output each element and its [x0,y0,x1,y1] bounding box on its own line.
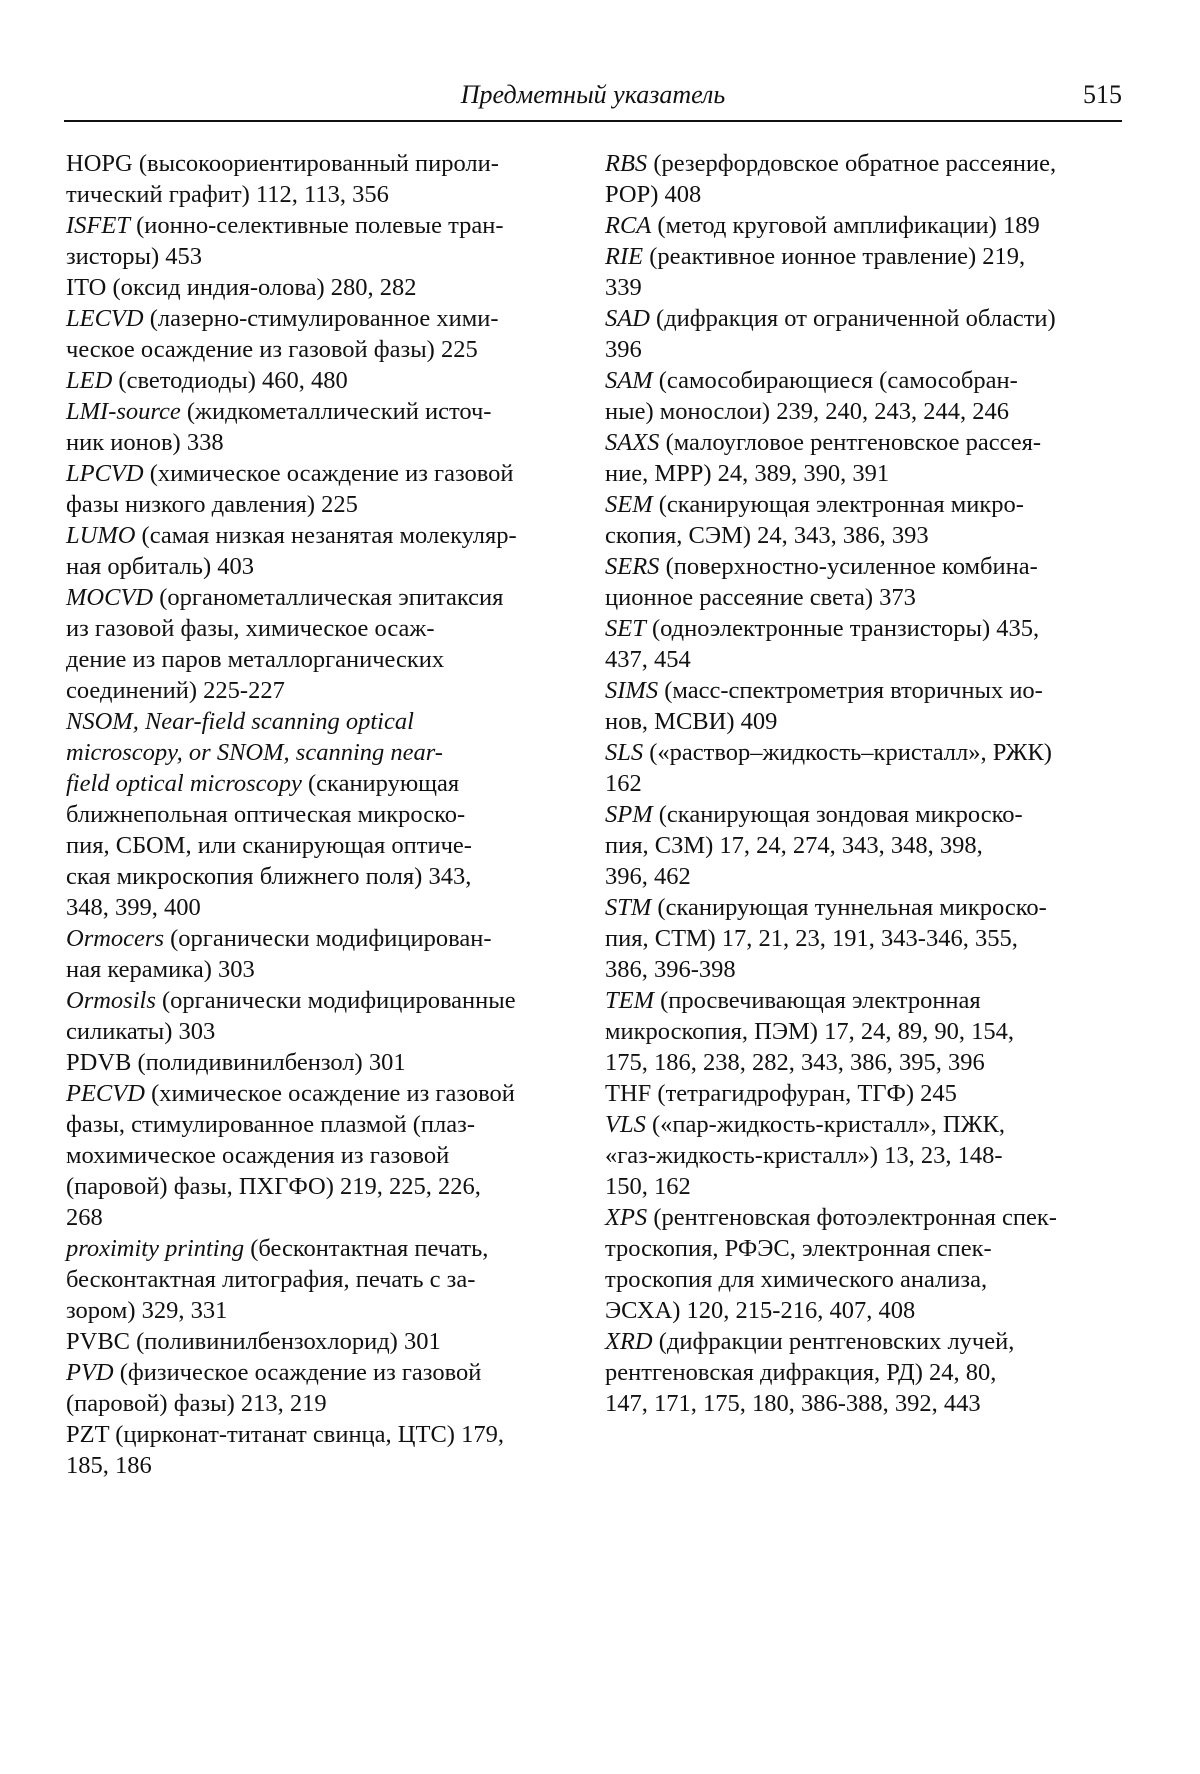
index-entry [605,675,1125,737]
index-entry [66,272,572,303]
index-term: NSOM, Near-field scanning optical [66,708,414,735]
index-entry-line: LPCVD (химическое осаждение из газовой [66,460,514,487]
index-entry-line: 437, 454 [605,646,691,673]
index-entry-line: фазы, стимулированное плазмой (плаз- [66,1111,475,1138]
index-term: XPS [605,1204,648,1231]
index-term: RCA [605,212,652,239]
index-entry-line: 185, 186 [66,1452,152,1479]
index-term: SAD [605,305,650,332]
index-entry-line: (паровой) фазы, ПХГФО) 219, 225, 226, [66,1173,481,1200]
index-term: SERS [605,553,660,580]
index-term: PVBC [66,1328,131,1355]
index-entry [605,613,1125,675]
index-entry [66,582,572,706]
index-entry-line: XRD (дифракции рентгеновских лучей, [605,1328,1015,1355]
index-entry-line: SIMS (масс-спектрометрия вторичных ио- [605,677,1043,704]
index-entry [605,427,1125,489]
index-entry-line: THF (тетрагидрофуран, ТГФ) 245 [605,1080,957,1107]
index-entry-line: ние, МРР) 24, 389, 390, 391 [605,460,890,487]
index-term: STM [605,894,652,921]
index-entry [605,799,1125,892]
index-column-left [66,148,572,1481]
index-term: proximity printing [66,1235,245,1262]
index-term: THF [605,1080,652,1107]
header-title: Предметный указатель [460,80,726,109]
index-term: microscopy, or SNOM, scanning near- [66,739,443,766]
index-entry-line: силикаты) 303 [66,1018,216,1045]
index-term: ISFET [66,212,130,239]
index-entry-line: ник ионов) 338 [66,429,224,456]
index-entry [605,303,1125,365]
index-entry-line: соединений) 225-227 [66,677,285,704]
index-entry-line: микроскопия, ПЭМ) 17, 24, 89, 90, 154, [605,1018,1014,1045]
index-term: PDVB [66,1049,132,1076]
index-term: PECVD [66,1080,145,1107]
index-entry-line: PVD (физическое осаждение из газовой [66,1359,482,1386]
index-entry-line: 386, 396-398 [605,956,736,983]
index-entry-line [66,706,572,737]
index-term: Ormocers [66,925,164,952]
index-entry [605,210,1125,241]
index-term: TEM [605,987,654,1014]
index-entry-line: (паровой) фазы) 213, 219 [66,1390,327,1417]
index-term: SAXS [605,429,660,456]
index-entry-line: 268 [66,1204,103,1231]
index-entry-line: ческое осаждение из газовой фазы) 225 [66,336,478,363]
index-entry-line: SERS (поверхностно-усиленное комбина- [605,553,1038,580]
index-entry-line: SLS («раствор–жидкость–кристалл», РЖК) [605,739,1052,766]
index-entry [605,1109,1125,1202]
index-term: SAM [605,367,653,394]
index-entry [66,1233,572,1326]
index-term: SET [605,615,646,642]
index-entry-line: LMI-source (жидкометаллический источ- [66,398,492,425]
index-entry-line: нов, МСВИ) 409 [605,708,778,735]
index-entry-line: мохимическое осаждения из газовой [66,1142,450,1169]
index-entry-line: MOCVD (органометаллическая эпитаксия [66,584,504,611]
index-entry-line: proximity printing (бесконтактная печать, [66,1235,489,1262]
index-entry-line: 162 [605,770,642,797]
header-rule [64,120,1122,122]
index-entry [605,551,1125,613]
index-entry-line: RIE (реактивное ионное травление) 219, [605,243,1026,270]
index-entry [605,489,1125,551]
index-entry [66,923,572,985]
index-term: LECVD [66,305,144,332]
index-entry [66,985,572,1047]
index-entry [66,396,572,458]
index-term: ITO [66,274,107,301]
index-entry-line: зором) 329, 331 [66,1297,228,1324]
index-term: RIE [605,243,644,270]
index-entry [66,458,572,520]
running-header [64,78,1122,124]
index-entry [66,1078,572,1233]
index-entry-line: VLS («пар-жидкость-кристалл», ПЖК, [605,1111,1006,1138]
index-column-right [605,148,1125,1419]
index-entry-line: фазы низкого давления) 225 [66,491,358,518]
index-entry-line: ISFET (ионно-селективные полевые тран- [66,212,504,239]
index-entry-line: SEM (сканирующая электронная микро- [605,491,1024,518]
index-term: HOPG [66,150,133,177]
index-entry-line: ная керамика) 303 [66,956,255,983]
index-entry-line: зисторы) 453 [66,243,203,270]
index-entry [66,1357,572,1419]
index-entry-line: «газ-жидкость-кристалл») 13, 23, 148- [605,1142,1003,1169]
index-entry-line: LED (светодиоды) 460, 480 [66,367,348,394]
index-term: VLS [605,1111,646,1138]
index-entry-line: дение из паров металлорганических [66,646,445,673]
index-entry [66,303,572,365]
index-entry-line: SAD (дифракция от ограниченной области) [605,305,1056,332]
index-entry-line: ные) монослои) 239, 240, 243, 244, 246 [605,398,1009,425]
index-term: LED [66,367,113,394]
index-entry-line: LECVD (лазерно-стимулированное хими- [66,305,499,332]
index-term: PZT [66,1421,110,1448]
index-entry-line: ная орбиталь) 403 [66,553,254,580]
index-entry-line: SAM (самособирающиеся (самособран- [605,367,1018,394]
index-entry-line: PECVD (химическое осаждение из газовой [66,1080,515,1107]
index-entry-line: SPM (сканирующая зондовая микроско- [605,801,1023,828]
index-entry-line: RCA (метод круговой амплификации) 189 [605,212,1040,239]
index-entry-line: Ormosils (органически модифицированные [66,987,516,1014]
index-entry-line: ЭСХА) 120, 215-216, 407, 408 [605,1297,916,1324]
index-entry-line: 147, 171, 175, 180, 386-388, 392, 443 [605,1390,981,1417]
index-entry [66,148,572,210]
index-entry-line: пия, СЗМ) 17, 24, 274, 343, 348, 398, [605,832,983,859]
index-entry-line: ITO (оксид индия-олова) 280, 282 [66,274,417,301]
index-entry [605,241,1125,303]
index-entry-line: TEM (просвечивающая электронная [605,987,981,1014]
index-entry [66,1047,572,1078]
index-entry-line: тический графит) 112, 113, 356 [66,181,389,208]
index-entry [605,365,1125,427]
index-entry-line: ционное рассеяние света) 373 [605,584,916,611]
index-term: Ormosils [66,987,156,1014]
index-term: LPCVD [66,460,144,487]
index-term: LUMO [66,522,136,549]
index-entry-line: RBS (резерфордовское обратное рассеяние, [605,150,1057,177]
index-entry-line: 396, 462 [605,863,691,890]
index-entry [605,737,1125,799]
index-entry-line: PVBC (поливинилбензохлорид) 301 [66,1328,441,1355]
index-entry [605,985,1125,1078]
index-term: SEM [605,491,653,518]
index-entry-line: 396 [605,336,642,363]
index-entry-line: SAXS (малоугловое рентгеновское рассея- [605,429,1042,456]
index-term: SLS [605,739,644,766]
index-entry-line: ближнепольная оптическая микроско- [66,801,466,828]
index-entry [605,892,1125,985]
index-entry-line: field optical microscopy (сканирующая [66,770,460,797]
index-entry-line: троскопия, РФЭС, электронная спек- [605,1235,992,1262]
index-term: LMI-source [66,398,181,425]
index-entry-line: из газовой фазы, химическое осаж- [66,615,435,642]
index-entry-line: скопия, СЭМ) 24, 343, 386, 393 [605,522,929,549]
index-entry-line: HOPG (высокоориентированный пироли- [66,150,499,177]
index-entry-line: 339 [605,274,642,301]
index-term: SIMS [605,677,659,704]
index-entry-line: бесконтактная литография, печать с за- [66,1266,476,1293]
index-entry-line: PDVB (полидивинилбензол) 301 [66,1049,406,1076]
index-entry-line: SET (одноэлектронные транзисторы) 435, [605,615,1040,642]
index-entry-line: 175, 186, 238, 282, 343, 386, 395, 396 [605,1049,985,1076]
index-entry-line: STM (сканирующая туннельная микроско- [605,894,1047,921]
index-entry-line: РОР) 408 [605,181,702,208]
index-term: SPM [605,801,653,828]
page-number: 515 [1083,80,1122,109]
index-term: MOCVD [66,584,154,611]
index-entry-line: ская микроскопия ближнего поля) 343, [66,863,472,890]
index-term: XRD [605,1328,653,1355]
index-entry-line: Ormocers (органически модифицирован- [66,925,492,952]
index-term: RBS [605,150,648,177]
index-entry-line: пия, СБОМ, или сканирующая оптиче- [66,832,472,859]
index-entry-line: пия, СТМ) 17, 21, 23, 191, 343-346, 355, [605,925,1018,952]
index-term: field optical microscopy [66,770,302,797]
index-entry [66,520,572,582]
index-entry [605,1326,1125,1419]
index-entry [66,210,572,272]
index-entry-line: рентгеновская дифракция, РД) 24, 80, [605,1359,997,1386]
index-entry [66,706,572,923]
index-entry-line: XPS (рентгеновская фотоэлектронная спек- [605,1204,1057,1231]
index-entry [605,1078,1125,1109]
index-entry [605,148,1125,210]
index-entry-line [66,737,572,768]
index-entry [605,1202,1125,1326]
index-entry-line: LUMO (самая низкая незанятая молекуляр- [66,522,517,549]
index-entry-line: троскопия для химического анализа, [605,1266,988,1293]
index-entry-line: 150, 162 [605,1173,691,1200]
index-term: PVD [66,1359,114,1386]
index-entry [66,1419,572,1481]
index-entry [66,1326,572,1357]
index-entry-line: PZT (цирконат-титанат свинца, ЦТС) 179, [66,1421,504,1448]
index-entry-line: 348, 399, 400 [66,894,201,921]
index-entry [66,365,572,396]
